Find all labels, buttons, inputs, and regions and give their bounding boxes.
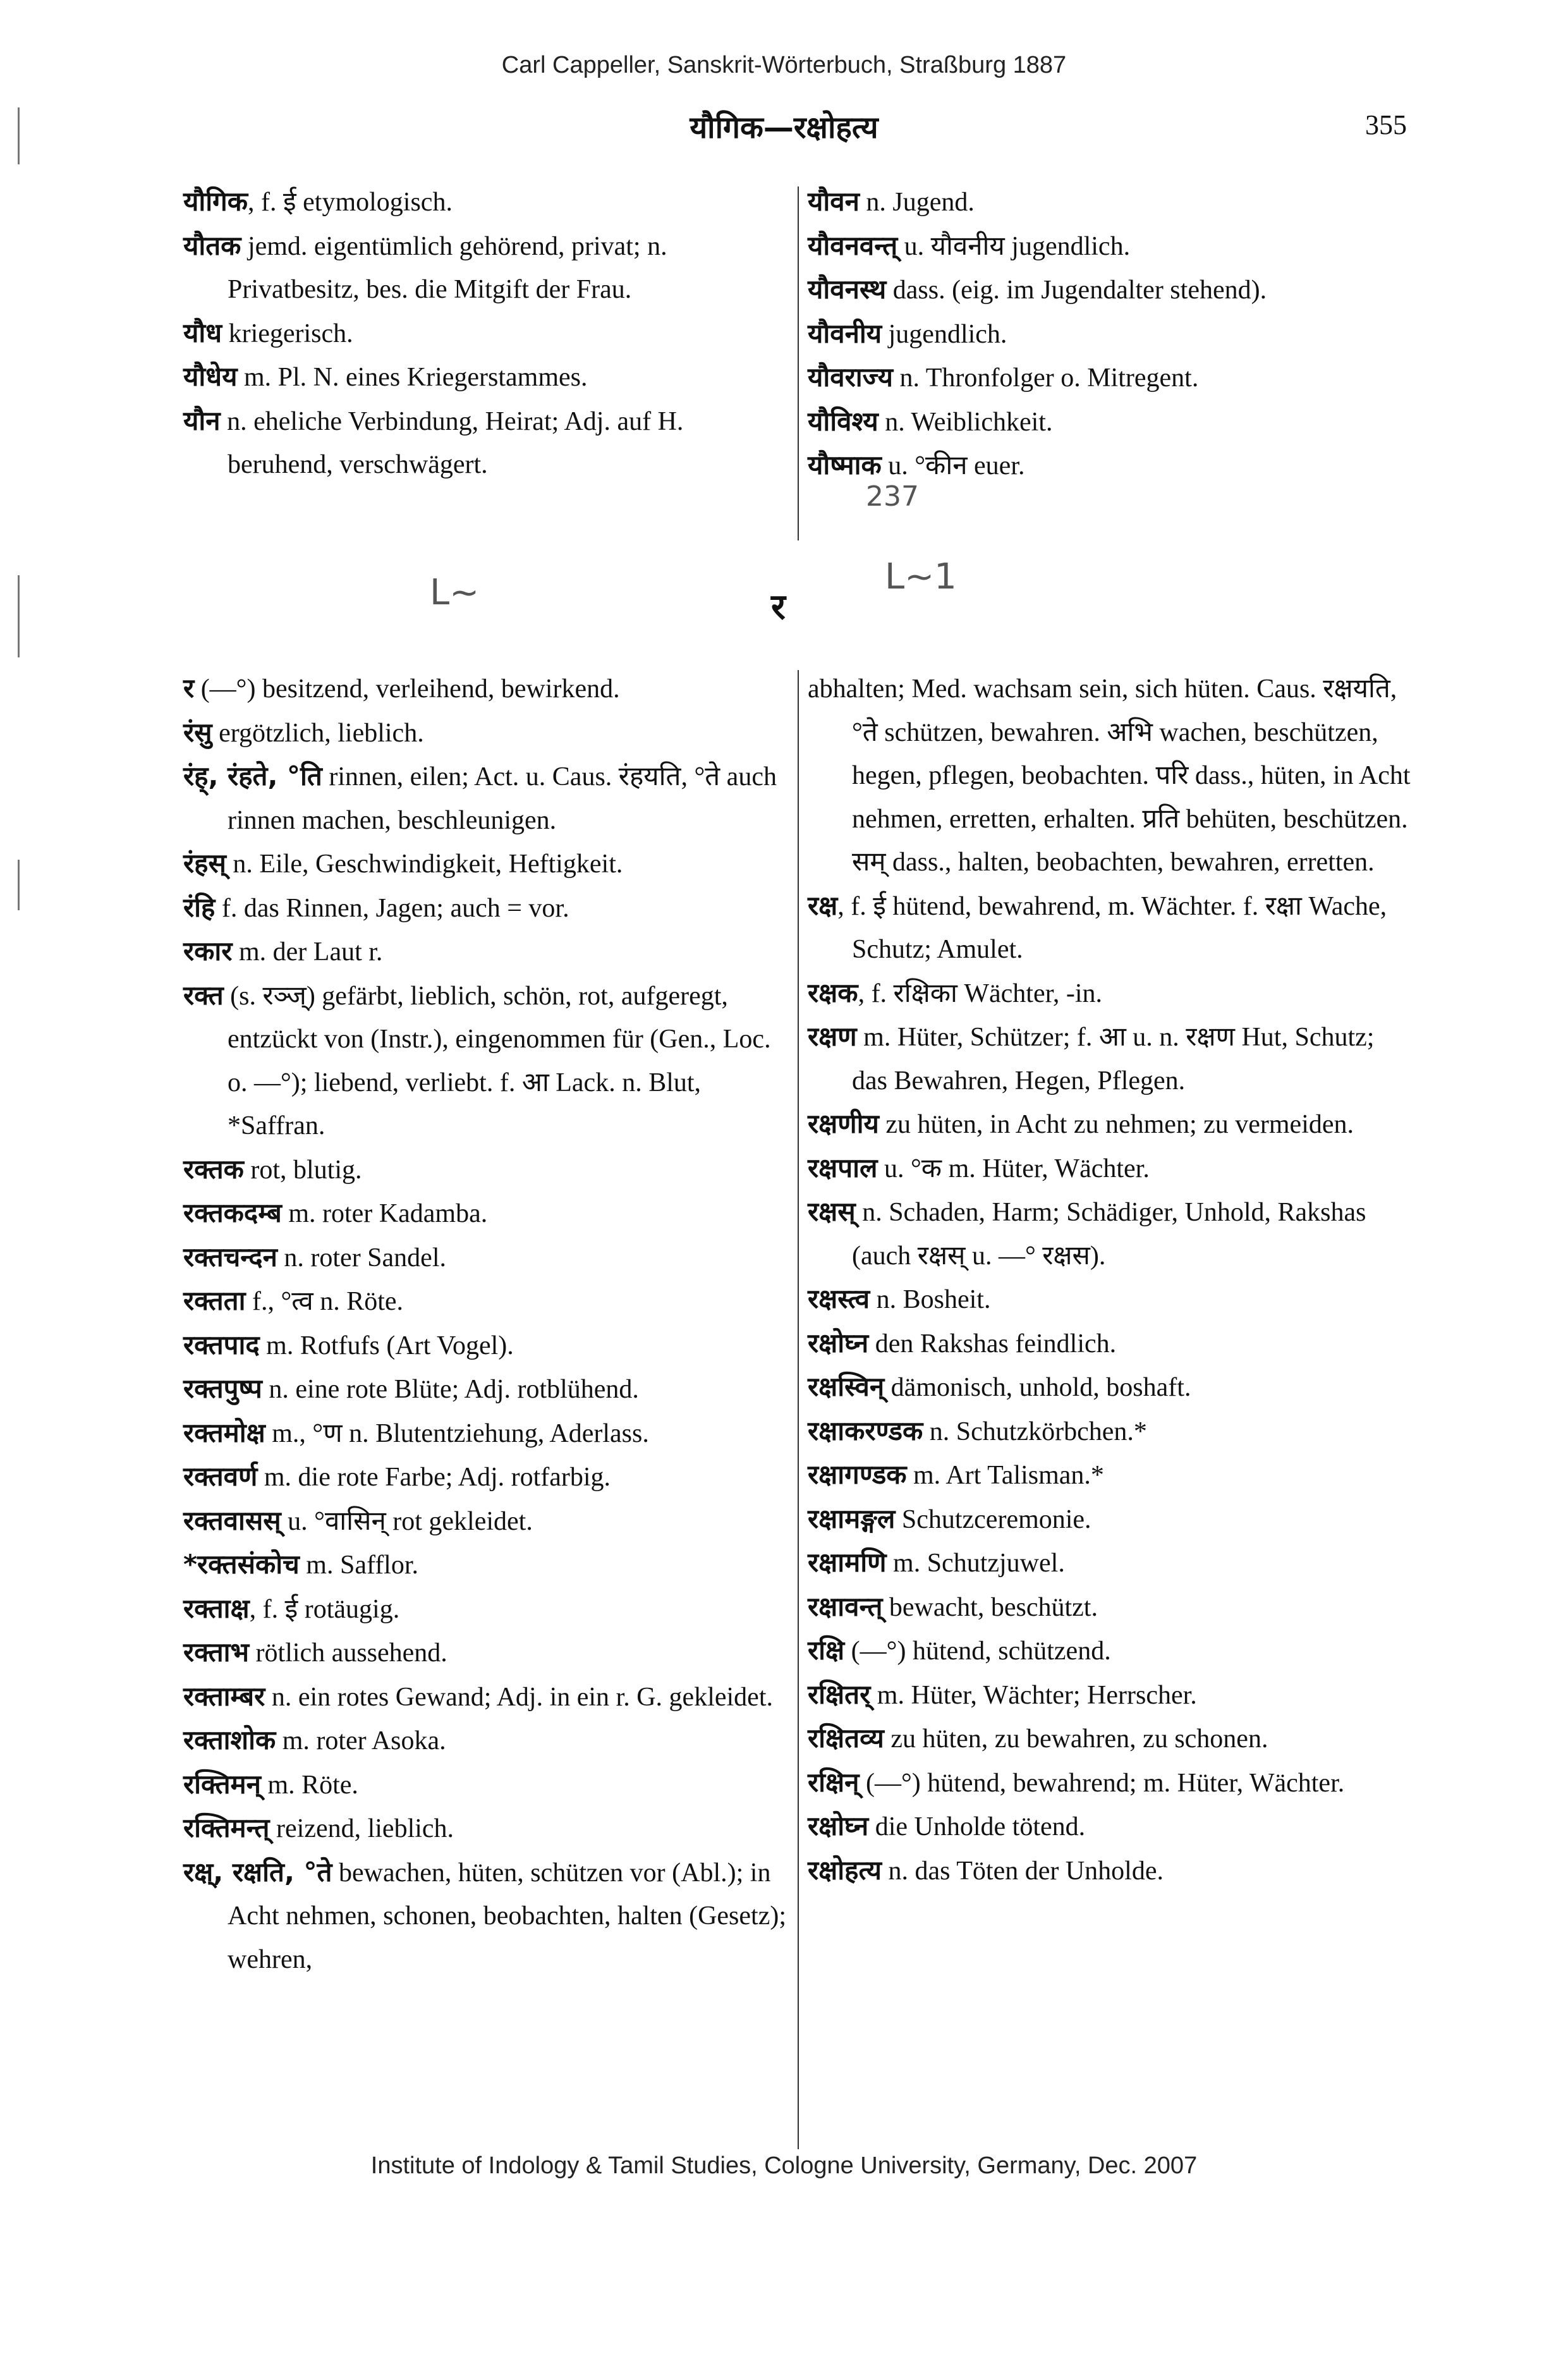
dictionary-entry (183, 312, 790, 356)
entry-headword: यौन (183, 405, 221, 436)
entry-definition: kriegerisch. (222, 319, 353, 348)
dictionary-entry (808, 1102, 1414, 1147)
entry-headword: रक्षाकरण्डक (808, 1415, 923, 1446)
dictionary-entry (183, 1851, 790, 1982)
entry-headword: रक्षोघ्न (808, 1810, 869, 1841)
entry-headword: रक्तपुष्प (183, 1373, 262, 1404)
entry-headword: यौवराज्य (808, 362, 894, 393)
dictionary-entry (183, 1324, 790, 1368)
dictionary-entry (183, 886, 790, 930)
entry-headword: रक्तवासस् (183, 1504, 281, 1536)
entry-headword: रक्षोघ्न (808, 1327, 869, 1358)
entry-definition: n. Bosheit. (870, 1285, 991, 1314)
entry-headword: रकार (183, 936, 233, 967)
entry-definition: f. das Rinnen, Jagen; auch = vor. (215, 893, 569, 923)
entry-definition: m. roter Kadamba. (281, 1199, 488, 1228)
entry-definition: dass. (eig. im Jugendalter stehend). (886, 276, 1267, 305)
entry-headword: रक्षक (808, 977, 858, 1008)
entry-definition: (—°) hütend, bewahrend; m. Hüter, Wächter. (859, 1768, 1345, 1798)
entry-headword: रक्षामणि (808, 1547, 887, 1578)
entry-headword: रक्षामङ्गल (808, 1503, 896, 1534)
column-rule-bottom (798, 670, 799, 2149)
entry-definition: u. °कीन euer. (881, 451, 1025, 480)
entry-headword: रंहस् (183, 848, 226, 879)
entry-definition: den Rakshas feindlich. (868, 1329, 1117, 1358)
dictionary-entry (808, 667, 1414, 884)
dictionary-entry (808, 1805, 1414, 1849)
dictionary-entry (808, 1498, 1414, 1542)
dictionary-entry (183, 355, 790, 400)
entry-definition: jemd. eigentümlich gehörend, privat; n. Privatbesitz, bes. die Mitgift der Frau. (228, 231, 667, 304)
entry-definition: , f. रक्षिका Wächter, -in. (858, 979, 1103, 1008)
entry-definition: n. eheliche Verbindung, Heirat; Adj. auf H. beruhend, verschwägert. (220, 406, 684, 479)
entry-headword: यौगिक (183, 186, 248, 217)
entry-definition: m. Art Talisman.* (906, 1461, 1104, 1490)
entry-headword: यौतक (183, 229, 241, 261)
dictionary-entry (808, 1673, 1414, 1717)
entry-headword: रक्तचन्दन (183, 1241, 277, 1272)
dictionary-entry (808, 312, 1414, 357)
entry-definition: m., °ण n. Blutentziehung, Aderlass. (265, 1418, 649, 1448)
entry-definition: n. eine rote Blüte; Adj. rotblühend. (262, 1375, 639, 1404)
entry-headword: रक्षावन्त् (808, 1590, 883, 1622)
entry-headword: रंसु (183, 716, 212, 748)
entry-headword: रक्षि (808, 1635, 845, 1666)
dictionary-entry (183, 1279, 790, 1324)
entry-definition: m. der Laut r. (232, 937, 383, 967)
dictionary-entry (808, 884, 1414, 972)
dictionary-entry (808, 1585, 1414, 1630)
entry-definition: abhalten; Med. wachsam sein, sich hüten. Caus. रक्षयति, °ते schützen, bewahren. अभि wachen, beschützen, hegen, pflegen, beobachten. परि dass., hüten, in Acht nehmen, erretten, erhalten. प्रति behüten, beschützen. सम् dass., halten, beobachten, bewahren, erretten. (808, 674, 1411, 877)
entry-definition: m. Schutzjuwel. (886, 1549, 1065, 1578)
dictionary-entry (183, 842, 790, 886)
dictionary-entry (183, 1192, 790, 1236)
entry-definition: rot, blutig. (243, 1155, 362, 1185)
entry-headword: रक्षण (808, 1021, 857, 1052)
entry-headword: रक्ष (808, 889, 838, 921)
entry-headword: यौध (183, 317, 222, 348)
entry-definition: bewachen, hüten, schützen vor (Abl.); in Acht nehmen, schonen, beobachten, halten (Gesetz); wehren, (228, 1858, 786, 1974)
entry-definition: n. Jugend. (859, 188, 975, 217)
entry-headword: रक्षितर् (808, 1678, 871, 1710)
entry-headword: रक्षस्विन् (808, 1371, 885, 1402)
entry-definition: (s. रञ्ज्) gefärbt, lieblich, schön, rot, aufgeregt, entzückt von (Instr.), eingenommen für (Gen., Loc. o. —°); liebend, verliebt. f. आ Lack. n. Blut, *Saffran. (223, 981, 771, 1140)
entry-headword: यौवन (808, 186, 860, 217)
entry-definition: n. ein rotes Gewand; Adj. in ein r. G. gekleidet. (265, 1682, 773, 1712)
entry-headword: रक्तक (183, 1153, 244, 1185)
entry-headword: रक्तकदम्ब (183, 1197, 282, 1228)
entry-headword: यौवनीय (808, 317, 882, 349)
dictionary-entry (183, 1763, 790, 1807)
dictionary-entry (808, 1015, 1414, 1102)
entry-definition: rötlich aussehend. (249, 1638, 447, 1668)
entry-definition: ergötzlich, lieblich. (212, 718, 424, 748)
entry-headword: रक्तिमन् (183, 1768, 261, 1800)
entry-definition: reizend, lieblich. (269, 1814, 454, 1843)
entry-headword: रक्ताक्ष (183, 1592, 250, 1624)
dictionary-entry (808, 356, 1414, 400)
entry-definition: u. °वासिन् rot gekleidet. (281, 1506, 533, 1536)
entry-headword: रक्षोहत्य (808, 1854, 882, 1886)
page-number: 355 (1365, 109, 1407, 140)
top-right-column (808, 180, 1414, 488)
dictionary-entry (183, 1148, 790, 1192)
entry-headword: यौवनस्थ (808, 274, 887, 305)
entry-definition: m. Röte. (260, 1770, 358, 1800)
dictionary-entry (183, 1719, 790, 1763)
entry-definition: m. Rotfufs (Art Vogel). (259, 1331, 514, 1360)
entry-definition: dämonisch, unhold, boshaft. (884, 1373, 1191, 1402)
entry-headword: यौष्माक (808, 449, 882, 480)
scan-edge-mark (18, 860, 20, 910)
dictionary-entry (183, 1631, 790, 1675)
entry-definition: , f. ई rotäugig. (249, 1594, 400, 1624)
entry-definition: f., °त्व n. Röte. (245, 1287, 404, 1316)
entry-definition: u. यौवनीय jugendlich. (897, 231, 1131, 261)
top-left-column (183, 180, 790, 487)
dictionary-entry (808, 1147, 1414, 1191)
entry-headword: *रक्तसंकोच (183, 1549, 300, 1580)
entry-definition: die Unholde tötend. (868, 1812, 1086, 1841)
dictionary-entry (183, 667, 790, 711)
dictionary-entry (183, 400, 790, 487)
dictionary-entry (808, 1410, 1414, 1454)
scan-edge-mark (18, 575, 20, 657)
source-header-note: Carl Cappeller, Sanskrit-Wörterbuch, Straßburg 1887 (501, 52, 1067, 78)
running-head: यौगिक—रक्षोहत्य (690, 110, 878, 145)
entry-definition: m. roter Asoka. (276, 1726, 446, 1755)
entry-headword: रक्षपाल (808, 1152, 878, 1183)
dictionary-entry (808, 1717, 1414, 1761)
bottom-right-column (808, 667, 1414, 1893)
entry-definition: (—°) hütend, schützend. (844, 1637, 1111, 1666)
bottom-left-column (183, 667, 790, 1981)
dictionary-entry (183, 711, 790, 755)
entry-headword: यौधेय (183, 361, 238, 392)
entry-headword: रक्षस्त्व (808, 1283, 870, 1314)
entry-headword: रक्ताशोक (183, 1724, 276, 1755)
margin-note: 237 (866, 480, 919, 513)
entry-headword: रक्तपाद (183, 1329, 260, 1360)
dictionary-entry (808, 1190, 1414, 1278)
dictionary-entry (183, 180, 790, 224)
dictionary-entry (183, 1412, 790, 1456)
entry-definition: Schutzceremonie. (895, 1504, 1091, 1534)
entry-definition: rinnen, eilen; Act. u. Caus. रंहयति, °ते auch rinnen machen, beschleunigen. (228, 762, 777, 835)
entry-definition: , f. ई hütend, bewahrend, m. Wächter. f. रक्षा Wache, Schutz; Amulet. (837, 891, 1387, 964)
entry-headword: र (183, 673, 195, 704)
entry-headword: रक्षणीय (808, 1108, 879, 1139)
dictionary-entry (183, 930, 790, 974)
entry-definition: n. das Töten der Unholde. (882, 1856, 1164, 1886)
dictionary-entry (808, 1278, 1414, 1322)
entry-definition: n. Weiblichkeit. (878, 407, 1053, 437)
dictionary-entry (183, 1587, 790, 1632)
entry-headword: रक्ताभ (183, 1637, 250, 1668)
entry-headword: रक्ष्, रक्षति, °ते (183, 1856, 332, 1888)
dictionary-entry (808, 268, 1414, 312)
entry-headword: रंह्, रंहते, °ति (183, 760, 322, 791)
section-letter: र (771, 587, 786, 628)
dictionary-entry (183, 1543, 790, 1587)
entry-definition: m. die rote Farbe; Adj. rotfarbig. (257, 1463, 611, 1492)
entry-definition: m. Safflor. (299, 1551, 419, 1580)
dictionary-entry (808, 180, 1414, 224)
entry-definition: n. roter Sandel. (277, 1243, 446, 1272)
dictionary-entry (808, 1541, 1414, 1585)
entry-definition: zu hüten, in Acht zu nehmen; zu vermeiden. (878, 1110, 1354, 1139)
dictionary-entry (183, 755, 790, 842)
entry-definition: zu hüten, zu bewahren, zu schonen. (884, 1724, 1268, 1754)
dictionary-entry (808, 1322, 1414, 1366)
dictionary-entry (808, 1453, 1414, 1498)
entry-headword: रक्षिन् (808, 1766, 860, 1798)
dictionary-entry (183, 1675, 790, 1719)
entry-definition: m. Hüter, Schützer; f. आ u. n. रक्षण Hut, Schutz; das Bewahren, Hegen, Pflegen. (852, 1023, 1375, 1095)
entry-headword: यौविश्य (808, 405, 878, 437)
entry-headword: यौवनवन्त् (808, 229, 898, 261)
dictionary-entry (808, 224, 1414, 269)
entry-definition: n. Eile, Geschwindigkeit, Heftigkeit. (226, 850, 623, 879)
dictionary-entry (183, 1367, 790, 1412)
column-rule-top (798, 186, 799, 540)
entry-definition: n. Schaden, Harm; Schädiger, Unhold, Rakshas (auch रक्षस् u. —° रक्षस). (852, 1198, 1366, 1271)
entry-definition: (—°) besitzend, verleihend, bewirkend. (194, 674, 620, 704)
entry-definition: , f. ई etymologisch. (248, 188, 453, 217)
scan-edge-mark (18, 107, 20, 164)
margin-note: L~1 (885, 556, 957, 597)
entry-definition: bewacht, beschützt. (882, 1592, 1098, 1622)
dictionary-entry (183, 974, 790, 1148)
dictionary-entry (808, 1365, 1414, 1410)
entry-headword: रक्तमोक्ष (183, 1417, 265, 1448)
dictionary-entry (183, 1455, 790, 1499)
entry-definition: n. Schutzkörbchen.* (923, 1417, 1147, 1446)
entry-headword: रक्षितव्य (808, 1723, 884, 1754)
dictionary-entry (808, 972, 1414, 1016)
dictionary-entry (183, 1236, 790, 1280)
entry-headword: रंहि (183, 891, 216, 923)
entry-headword: रक्ताम्बर (183, 1680, 265, 1712)
entry-definition: m. Hüter, Wächter; Herrscher. (870, 1680, 1197, 1710)
entry-definition: jugendlich. (882, 319, 1007, 349)
dictionary-entry (808, 1849, 1414, 1893)
entry-headword: रक्तता (183, 1285, 246, 1316)
dictionary-entry (808, 1761, 1414, 1805)
dictionary-entry (183, 224, 790, 312)
entry-headword: रक्तवर्ण (183, 1461, 258, 1492)
entry-headword: रक्षस् (808, 1196, 856, 1227)
dictionary-entry (808, 400, 1414, 444)
source-footer-note: Institute of Indology & Tamil Studies, Cologne University, Germany, Dec. 2007 (370, 2152, 1198, 2179)
entry-headword: रक्तिमन्त् (183, 1812, 270, 1843)
entry-definition: n. Thronfolger o. Mitregent. (893, 363, 1199, 393)
dictionary-entry (183, 1499, 790, 1544)
entry-definition: u. °क m. Hüter, Wächter. (877, 1154, 1150, 1183)
margin-note: L~ (430, 572, 480, 613)
dictionary-entry (808, 1629, 1414, 1673)
entry-headword: रक्षागण्डक (808, 1459, 907, 1490)
entry-headword: रक्त (183, 979, 224, 1011)
dictionary-entry (183, 1807, 790, 1851)
entry-definition: m. Pl. N. eines Kriegerstammes. (237, 363, 588, 392)
